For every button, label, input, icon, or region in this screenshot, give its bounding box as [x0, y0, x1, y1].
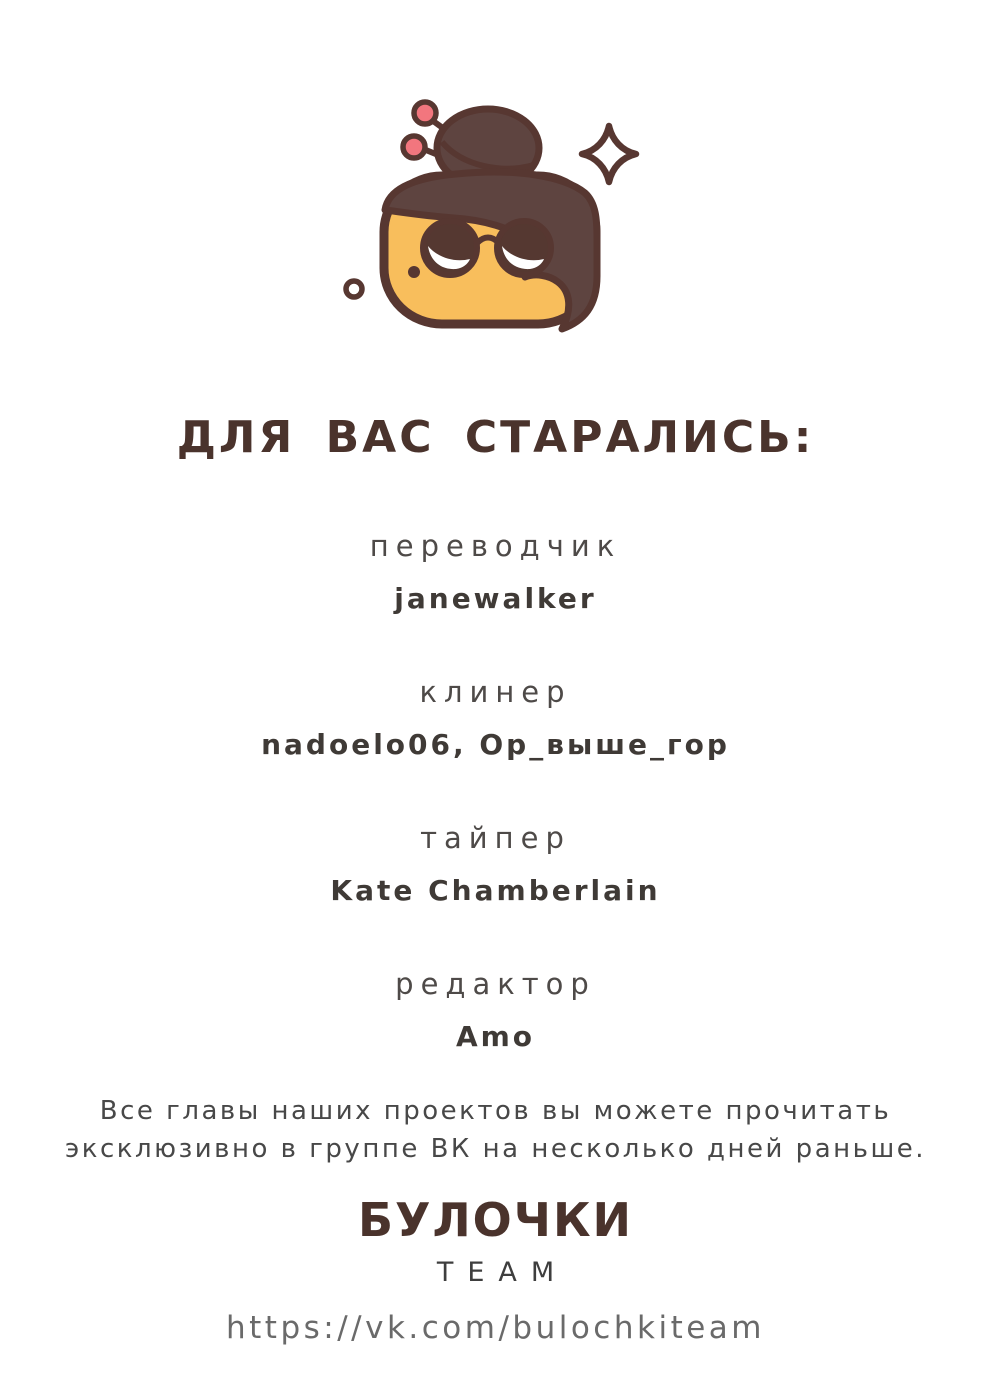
ring-icon: [346, 281, 362, 297]
credit-names-typesetter: Kate Chamberlain: [330, 874, 661, 907]
sparkle-icon: [582, 126, 636, 182]
credit-role-editor: редактор: [395, 967, 596, 1001]
team-suffix: TEAM: [436, 1257, 569, 1288]
vk-notice: [0, 1092, 991, 1168]
beauty-mark: [408, 266, 420, 278]
team-mascot-icon: [326, 80, 666, 338]
credit-role-translator: переводчик: [369, 529, 622, 563]
vk-link: https://vk.com/bulochkiteam: [225, 1310, 765, 1346]
credit-names-translator: janewalker: [394, 582, 597, 615]
vk-notice-line2: эксклюзивно в группе ВК на несколько дней раньше.: [64, 1134, 926, 1164]
vk-notice-line1: Все главы наших проектов вы можете прочитать: [99, 1096, 892, 1126]
page-title: ДЛЯ ВАС СТАРАЛИСЬ:: [176, 412, 815, 463]
credit-names-cleaner: nadoelo06, Ор_выше_гор: [261, 728, 730, 761]
credit-role-typesetter: тайпер: [420, 821, 571, 855]
team-name: БУЛОЧКИ: [357, 1193, 634, 1247]
credit-names-editor: Amo: [455, 1020, 536, 1053]
credit-role-cleaner: клинер: [419, 675, 572, 709]
